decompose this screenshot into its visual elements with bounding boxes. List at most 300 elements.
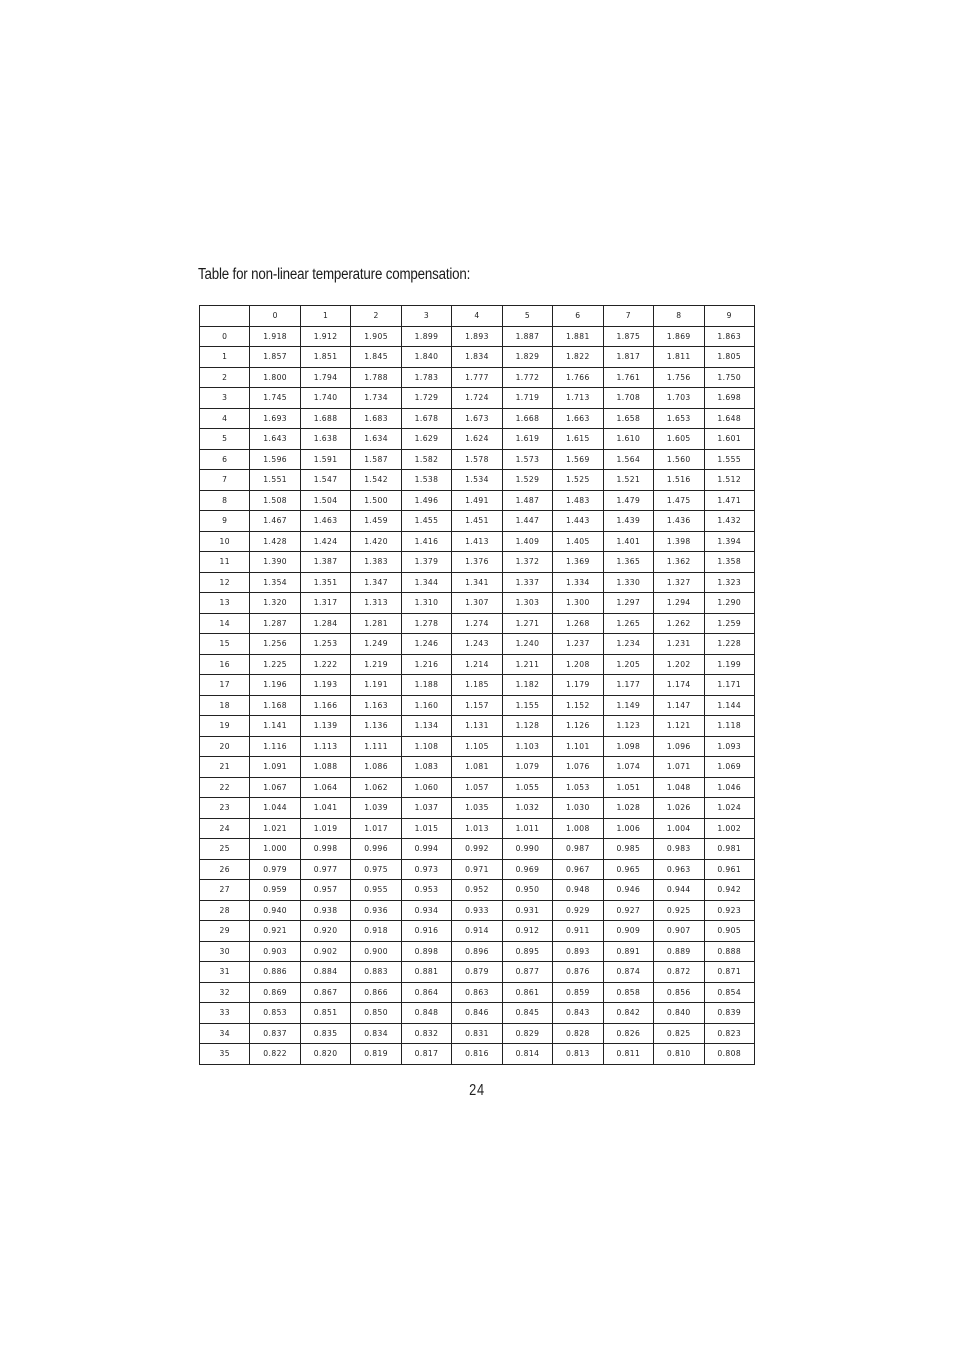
table-cell: 1.004 — [654, 818, 704, 839]
table-cell: 1.069 — [704, 757, 754, 778]
table-cell: 1.398 — [654, 531, 704, 552]
table-cell: 0.967 — [553, 859, 603, 880]
table-cell: 0.920 — [300, 921, 350, 942]
table-cell: 1.041 — [300, 798, 350, 819]
table-cell: 1.185 — [452, 675, 502, 696]
row-header: 12 — [200, 572, 250, 593]
table-cell: 0.893 — [553, 941, 603, 962]
table-cell: 0.946 — [603, 880, 653, 901]
table-cell: 0.886 — [250, 962, 300, 983]
table-cell: 1.103 — [502, 736, 552, 757]
table-cell: 1.064 — [300, 777, 350, 798]
table-cell: 1.053 — [553, 777, 603, 798]
table-cell: 1.188 — [401, 675, 451, 696]
table-cell: 1.237 — [553, 634, 603, 655]
table-cell: 1.253 — [300, 634, 350, 655]
table-cell: 1.011 — [502, 818, 552, 839]
page-number: 24 — [469, 1082, 485, 1099]
table-cell: 0.843 — [553, 1003, 603, 1024]
table-cell: 0.979 — [250, 859, 300, 880]
table-row — [200, 962, 755, 983]
table-cell: 0.825 — [654, 1023, 704, 1044]
table-cell: 0.856 — [654, 982, 704, 1003]
row-header: 4 — [200, 408, 250, 429]
table-row — [200, 552, 755, 573]
table-cell: 1.551 — [250, 470, 300, 491]
table-row — [200, 634, 755, 655]
table-cell: 0.832 — [401, 1023, 451, 1044]
table-cell: 0.961 — [704, 859, 754, 880]
table-cell: 1.155 — [502, 695, 552, 716]
table-cell: 1.693 — [250, 408, 300, 429]
table-cell: 1.123 — [603, 716, 653, 737]
table-cell: 0.927 — [603, 900, 653, 921]
table-cell: 1.401 — [603, 531, 653, 552]
table-cell: 1.734 — [351, 388, 401, 409]
table-cell: 1.413 — [452, 531, 502, 552]
table-cell: 1.678 — [401, 408, 451, 429]
table-cell: 1.829 — [502, 347, 552, 368]
table-cell: 1.379 — [401, 552, 451, 573]
table-cell: 1.648 — [704, 408, 754, 429]
table-row — [200, 880, 755, 901]
table-cell: 1.439 — [603, 511, 653, 532]
table-cell: 0.903 — [250, 941, 300, 962]
table-cell: 1.610 — [603, 429, 653, 450]
table-cell: 1.463 — [300, 511, 350, 532]
row-header: 1 — [200, 347, 250, 368]
table-cell: 1.591 — [300, 449, 350, 470]
table-cell: 1.658 — [603, 408, 653, 429]
table-cell: 1.822 — [553, 347, 603, 368]
row-header: 6 — [200, 449, 250, 470]
table-cell: 1.216 — [401, 654, 451, 675]
table-cell: 1.144 — [704, 695, 754, 716]
table-cell: 0.816 — [452, 1044, 502, 1065]
table-cell: 1.019 — [300, 818, 350, 839]
table-cell: 1.071 — [654, 757, 704, 778]
table-cell: 1.067 — [250, 777, 300, 798]
table-cell: 0.900 — [351, 941, 401, 962]
table-cell: 1.788 — [351, 367, 401, 388]
table-row — [200, 859, 755, 880]
row-header: 23 — [200, 798, 250, 819]
table-cell: 0.851 — [300, 1003, 350, 1024]
table-cell: 0.975 — [351, 859, 401, 880]
table-cell: 1.323 — [704, 572, 754, 593]
table-cell: 0.911 — [553, 921, 603, 942]
table-cell: 1.231 — [654, 634, 704, 655]
table-cell: 1.703 — [654, 388, 704, 409]
table-cell: 1.222 — [300, 654, 350, 675]
table-cell: 0.998 — [300, 839, 350, 860]
table-cell: 1.062 — [351, 777, 401, 798]
table-cell: 0.819 — [351, 1044, 401, 1065]
table-cell: 1.278 — [401, 613, 451, 634]
table-cell: 1.290 — [704, 593, 754, 614]
table-row — [200, 511, 755, 532]
table-cell: 1.724 — [452, 388, 502, 409]
table-row — [200, 429, 755, 450]
table-row — [200, 757, 755, 778]
table-row — [200, 408, 755, 429]
table-cell: 1.508 — [250, 490, 300, 511]
table-cell: 1.055 — [502, 777, 552, 798]
table-cell: 0.957 — [300, 880, 350, 901]
table-cell: 0.846 — [452, 1003, 502, 1024]
table-cell: 0.837 — [250, 1023, 300, 1044]
table-cell: 1.619 — [502, 429, 552, 450]
table-cell: 0.826 — [603, 1023, 653, 1044]
row-header: 20 — [200, 736, 250, 757]
table-cell: 0.950 — [502, 880, 552, 901]
column-header: 0 — [250, 306, 300, 327]
table-cell: 0.918 — [351, 921, 401, 942]
table-row — [200, 941, 755, 962]
row-header: 28 — [200, 900, 250, 921]
table-cell: 1.362 — [654, 552, 704, 573]
table-cell: 1.214 — [452, 654, 502, 675]
table-cell: 0.834 — [351, 1023, 401, 1044]
table-row — [200, 900, 755, 921]
table-cell: 1.208 — [553, 654, 603, 675]
table-cell: 1.351 — [300, 572, 350, 593]
table-cell: 1.525 — [553, 470, 603, 491]
table-cell: 0.983 — [654, 839, 704, 860]
table-cell: 1.504 — [300, 490, 350, 511]
table-cell: 1.259 — [704, 613, 754, 634]
table-cell: 0.994 — [401, 839, 451, 860]
table-cell: 1.899 — [401, 326, 451, 347]
table-cell: 1.334 — [553, 572, 603, 593]
row-header: 18 — [200, 695, 250, 716]
table-row — [200, 490, 755, 511]
table-cell: 0.842 — [603, 1003, 653, 1024]
table-cell: 1.219 — [351, 654, 401, 675]
table-cell: 1.761 — [603, 367, 653, 388]
table-cell: 0.867 — [300, 982, 350, 1003]
table-cell: 0.898 — [401, 941, 451, 962]
table-cell: 1.083 — [401, 757, 451, 778]
table-cell: 0.895 — [502, 941, 552, 962]
table-cell: 0.840 — [654, 1003, 704, 1024]
table-cell: 1.683 — [351, 408, 401, 429]
table-cell: 1.750 — [704, 367, 754, 388]
table-cell: 1.039 — [351, 798, 401, 819]
table-cell: 1.719 — [502, 388, 552, 409]
column-header: 4 — [452, 306, 502, 327]
page-title: Table for non-linear temperature compensation: — [198, 266, 471, 283]
table-cell: 1.171 — [704, 675, 754, 696]
table-cell: 1.369 — [553, 552, 603, 573]
table-cell: 1.538 — [401, 470, 451, 491]
table-cell: 1.057 — [452, 777, 502, 798]
table-cell: 1.008 — [553, 818, 603, 839]
table-cell: 0.996 — [351, 839, 401, 860]
table-cell: 0.813 — [553, 1044, 603, 1065]
table-row — [200, 593, 755, 614]
row-header: 26 — [200, 859, 250, 880]
table-cell: 1.698 — [704, 388, 754, 409]
table-cell: 0.914 — [452, 921, 502, 942]
table-cell: 0.963 — [654, 859, 704, 880]
table-cell: 0.858 — [603, 982, 653, 1003]
table-cell: 1.713 — [553, 388, 603, 409]
table-cell: 1.205 — [603, 654, 653, 675]
table-cell: 0.845 — [502, 1003, 552, 1024]
table-cell: 1.243 — [452, 634, 502, 655]
table-cell: 0.929 — [553, 900, 603, 921]
table-cell: 1.851 — [300, 347, 350, 368]
table-cell: 1.098 — [603, 736, 653, 757]
table-cell: 1.358 — [704, 552, 754, 573]
table-cell: 1.634 — [351, 429, 401, 450]
table-cell: 0.823 — [704, 1023, 754, 1044]
table-cell: 1.479 — [603, 490, 653, 511]
table-cell: 1.521 — [603, 470, 653, 491]
row-header: 19 — [200, 716, 250, 737]
table-cell: 0.828 — [553, 1023, 603, 1044]
table-cell: 0.905 — [704, 921, 754, 942]
table-cell: 1.569 — [553, 449, 603, 470]
table-cell: 1.256 — [250, 634, 300, 655]
table-cell: 1.086 — [351, 757, 401, 778]
table-cell: 1.024 — [704, 798, 754, 819]
table-cell: 0.839 — [704, 1003, 754, 1024]
table-cell: 1.028 — [603, 798, 653, 819]
table-cell: 1.451 — [452, 511, 502, 532]
table-cell: 1.079 — [502, 757, 552, 778]
table-cell: 1.918 — [250, 326, 300, 347]
table-cell: 1.091 — [250, 757, 300, 778]
corner-cell — [200, 306, 250, 327]
table-cell: 1.834 — [452, 347, 502, 368]
table-cell: 1.534 — [452, 470, 502, 491]
table-cell: 1.777 — [452, 367, 502, 388]
table-cell: 1.887 — [502, 326, 552, 347]
table-cell: 1.105 — [452, 736, 502, 757]
table-cell: 1.416 — [401, 531, 451, 552]
table-cell: 0.871 — [704, 962, 754, 983]
table-cell: 1.228 — [704, 634, 754, 655]
table-cell: 1.113 — [300, 736, 350, 757]
table-cell: 1.136 — [351, 716, 401, 737]
row-header: 3 — [200, 388, 250, 409]
table-row — [200, 367, 755, 388]
table-cell: 0.859 — [553, 982, 603, 1003]
column-header: 7 — [603, 306, 653, 327]
table-cell: 0.981 — [704, 839, 754, 860]
table-cell: 1.108 — [401, 736, 451, 757]
table-cell: 1.772 — [502, 367, 552, 388]
table-row — [200, 1023, 755, 1044]
table-cell: 1.202 — [654, 654, 704, 675]
table-cell: 1.863 — [704, 326, 754, 347]
table-row — [200, 921, 755, 942]
table-row — [200, 449, 755, 470]
table-cell: 1.193 — [300, 675, 350, 696]
table-cell: 1.547 — [300, 470, 350, 491]
column-header: 9 — [704, 306, 754, 327]
table-cell: 1.240 — [502, 634, 552, 655]
table-cell: 0.987 — [553, 839, 603, 860]
table-cell: 1.317 — [300, 593, 350, 614]
table-cell: 0.835 — [300, 1023, 350, 1044]
table-cell: 1.409 — [502, 531, 552, 552]
table-cell: 0.931 — [502, 900, 552, 921]
table-cell: 0.925 — [654, 900, 704, 921]
table-cell: 1.030 — [553, 798, 603, 819]
table-row — [200, 736, 755, 757]
table-cell: 1.708 — [603, 388, 653, 409]
column-header: 3 — [401, 306, 451, 327]
row-header: 15 — [200, 634, 250, 655]
table-cell: 0.938 — [300, 900, 350, 921]
table-cell: 0.977 — [300, 859, 350, 880]
table-cell: 1.307 — [452, 593, 502, 614]
table-cell: 1.394 — [704, 531, 754, 552]
table-cell: 1.310 — [401, 593, 451, 614]
table-cell: 1.225 — [250, 654, 300, 675]
table-cell: 1.341 — [452, 572, 502, 593]
table-cell: 1.344 — [401, 572, 451, 593]
table-cell: 0.953 — [401, 880, 451, 901]
table-cell: 1.281 — [351, 613, 401, 634]
table-cell: 0.921 — [250, 921, 300, 942]
table-cell: 0.810 — [654, 1044, 704, 1065]
table-cell: 1.088 — [300, 757, 350, 778]
row-header: 25 — [200, 839, 250, 860]
table-cell: 1.182 — [502, 675, 552, 696]
table-cell: 1.046 — [704, 777, 754, 798]
table-cell: 1.869 — [654, 326, 704, 347]
table-cell: 1.455 — [401, 511, 451, 532]
column-header: 2 — [351, 306, 401, 327]
row-header: 8 — [200, 490, 250, 511]
table-row — [200, 531, 755, 552]
table-cell: 0.942 — [704, 880, 754, 901]
table-cell: 1.405 — [553, 531, 603, 552]
table-cell: 1.060 — [401, 777, 451, 798]
table-cell: 1.268 — [553, 613, 603, 634]
row-header: 22 — [200, 777, 250, 798]
table-cell: 1.015 — [401, 818, 451, 839]
column-header: 6 — [553, 306, 603, 327]
table-cell: 1.111 — [351, 736, 401, 757]
table-cell: 1.044 — [250, 798, 300, 819]
table-cell: 1.668 — [502, 408, 552, 429]
table-cell: 0.896 — [452, 941, 502, 962]
table-cell: 1.081 — [452, 757, 502, 778]
table-cell: 1.740 — [300, 388, 350, 409]
table-cell: 1.756 — [654, 367, 704, 388]
table-cell: 1.766 — [553, 367, 603, 388]
table-cell: 0.936 — [351, 900, 401, 921]
table-cell: 1.265 — [603, 613, 653, 634]
table-cell: 0.891 — [603, 941, 653, 962]
table-cell: 1.313 — [351, 593, 401, 614]
table-cell: 0.881 — [401, 962, 451, 983]
table-cell: 1.017 — [351, 818, 401, 839]
table-cell: 1.166 — [300, 695, 350, 716]
table-cell: 1.134 — [401, 716, 451, 737]
table-cell: 1.800 — [250, 367, 300, 388]
table-cell: 1.168 — [250, 695, 300, 716]
table-cell: 0.869 — [250, 982, 300, 1003]
table-cell: 0.952 — [452, 880, 502, 901]
table-cell: 1.529 — [502, 470, 552, 491]
table-cell: 1.116 — [250, 736, 300, 757]
table-body — [200, 326, 755, 1064]
table-cell: 1.840 — [401, 347, 451, 368]
table-cell: 1.542 — [351, 470, 401, 491]
row-header: 2 — [200, 367, 250, 388]
table-cell: 1.147 — [654, 695, 704, 716]
table-row — [200, 839, 755, 860]
table-cell: 1.387 — [300, 552, 350, 573]
table-cell: 1.021 — [250, 818, 300, 839]
table-cell: 1.000 — [250, 839, 300, 860]
table-cell: 1.121 — [654, 716, 704, 737]
table-cell: 1.605 — [654, 429, 704, 450]
table-cell: 1.234 — [603, 634, 653, 655]
table-row — [200, 470, 755, 491]
table-cell: 0.933 — [452, 900, 502, 921]
table-cell: 0.831 — [452, 1023, 502, 1044]
table-cell: 1.663 — [553, 408, 603, 429]
table-row — [200, 1003, 755, 1024]
table-cell: 1.287 — [250, 613, 300, 634]
table-row — [200, 613, 755, 634]
table-cell: 0.863 — [452, 982, 502, 1003]
table-cell: 0.861 — [502, 982, 552, 1003]
table-cell: 1.673 — [452, 408, 502, 429]
table-cell: 0.955 — [351, 880, 401, 901]
table-cell: 1.303 — [502, 593, 552, 614]
table-cell: 0.850 — [351, 1003, 401, 1024]
table-cell: 0.944 — [654, 880, 704, 901]
table-cell: 1.587 — [351, 449, 401, 470]
table-cell: 1.211 — [502, 654, 552, 675]
table-cell: 1.794 — [300, 367, 350, 388]
table-cell: 0.916 — [401, 921, 451, 942]
row-header: 30 — [200, 941, 250, 962]
table-cell: 0.912 — [502, 921, 552, 942]
table-row — [200, 654, 755, 675]
table-cell: 1.320 — [250, 593, 300, 614]
row-header: 35 — [200, 1044, 250, 1065]
table-cell: 0.811 — [603, 1044, 653, 1065]
table-cell: 1.347 — [351, 572, 401, 593]
row-header: 24 — [200, 818, 250, 839]
row-header: 13 — [200, 593, 250, 614]
table-cell: 0.884 — [300, 962, 350, 983]
table-cell: 0.853 — [250, 1003, 300, 1024]
table-cell: 1.096 — [654, 736, 704, 757]
table-cell: 1.118 — [704, 716, 754, 737]
table-cell: 1.582 — [401, 449, 451, 470]
table-cell: 1.845 — [351, 347, 401, 368]
table-cell: 1.643 — [250, 429, 300, 450]
table-cell: 1.026 — [654, 798, 704, 819]
table-cell: 1.881 — [553, 326, 603, 347]
table-cell: 1.688 — [300, 408, 350, 429]
table-cell: 0.879 — [452, 962, 502, 983]
table-cell: 1.487 — [502, 490, 552, 511]
table-row — [200, 572, 755, 593]
table-cell: 0.854 — [704, 982, 754, 1003]
table-cell: 0.888 — [704, 941, 754, 962]
